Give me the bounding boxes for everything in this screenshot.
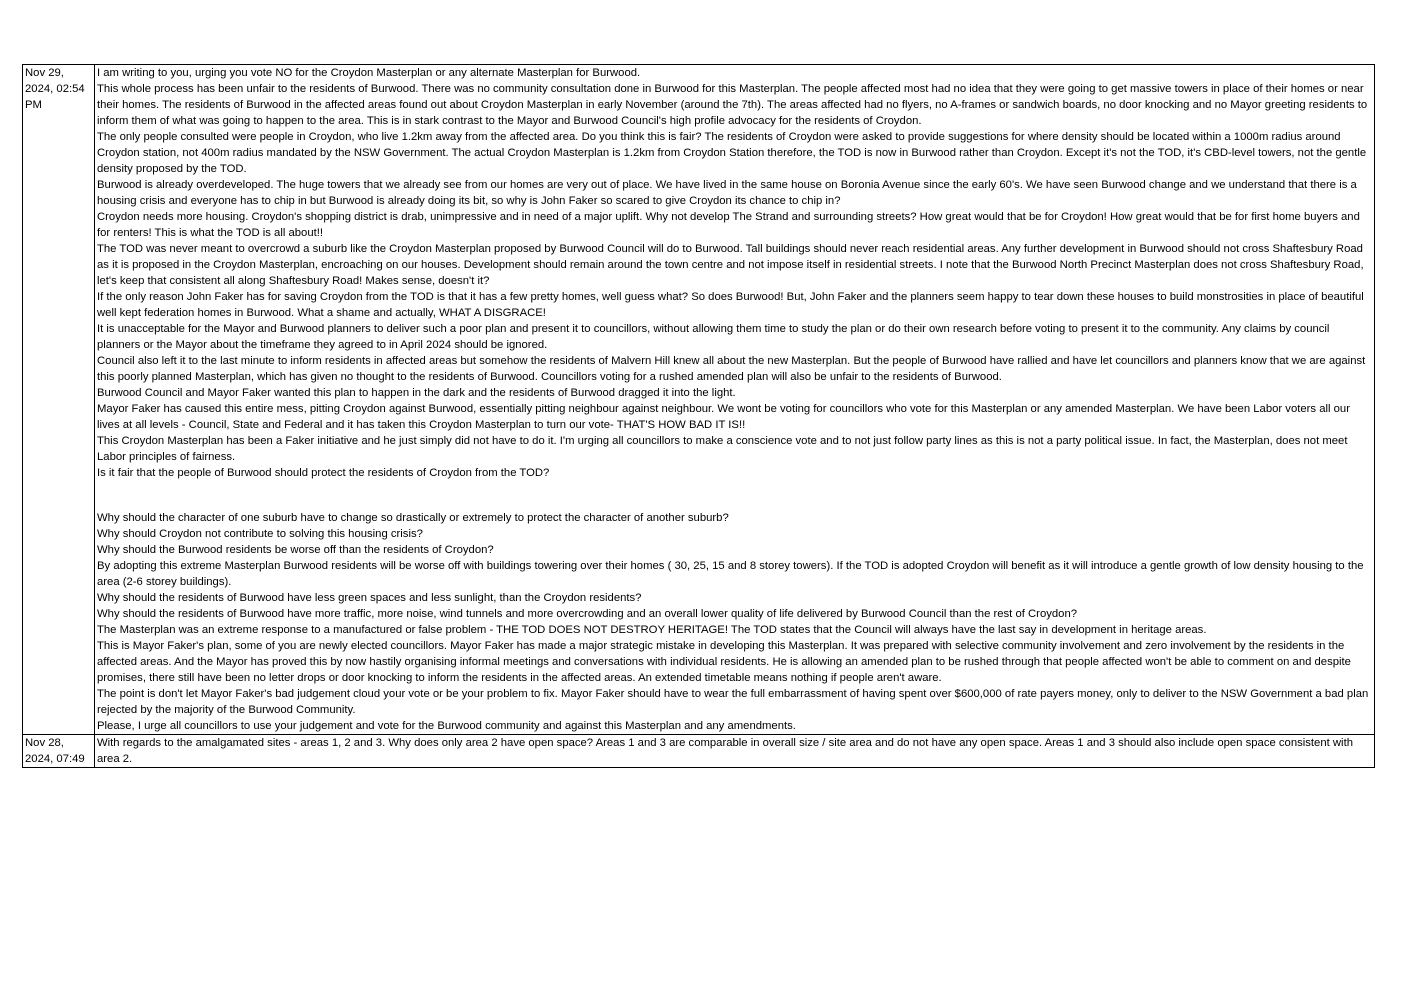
submissions-table	[22, 64, 1375, 768]
submission-paragraph: The point is don't let Mayor Faker's bad judgement cloud your vote or be your problem to fix. Mayor Faker should have to wear the full embarrassment of having spent over $600,000 of rate payers money, only to deliver to the NSW Government a bad plan rejected by the majority of the Burwood Community.	[97, 688, 1369, 716]
submission-paragraph: This Croydon Masterplan has been a Faker initiative and he just simply did not have to do it. I'm urging all councillors to make a conscience vote and to not just follow party lines as this is not a party political issue. In fact, the Masterplan, does not meet Labor principles of fairness.	[97, 435, 1348, 463]
submission-paragraph: The only people consulted were people in Croydon, who live 1.2km away from the affected area. Do you think this is fair? The residents of Croydon were asked to provide suggestions for where density should be located within a 1000m radius around Croydon station, not 400m radius mandated by the NSW Government. The actual Croydon Masterplan is 1.2km from Croydon Station therefore, the TOD is now in Burwood rather than Croydon. Except it's not the TOD, it's CBD-level towers, not the gentle density proposed by the TOD.	[97, 131, 1367, 175]
submission-paragraph: It is unacceptable for the Mayor and Burwood planners to deliver such a poor plan and present it to councillors, without allowing them time to study the plan or do their own research before voting to present it to the community. Any claims by council planners or the Mayor about the timeframe they agreed to in April 2024 should be ignored.	[97, 323, 1330, 351]
submission-paragraph: Croydon needs more housing. Croydon's shopping district is drab, unimpressive and in need of a major uplift. Why not develop The Strand and surrounding streets? How great would that be for Croydon! How great would that be for first home buyers and for renters! This is what the TOD is all about!!	[97, 211, 1360, 239]
submission-paragraph: Burwood Council and Mayor Faker wanted this plan to happen in the dark and the residents of Burwood dragged it into the light.	[97, 387, 736, 399]
submission-row	[23, 65, 1375, 735]
submission-paragraph: This is Mayor Faker's plan, some of you are newly elected councillors. Mayor Faker has made a major strategic mistake in developing this Masterplan. It was prepared with selective community involvement and zero involvement by the residents in the affected areas. And the Mayor has proved this by now hastily organising informal meetings and conversations with individual residents. He is allowing an amended plan to be rushed through that people affected won't be able to comment on and despite promises, there still have been no letter drops or door knocking to inform the residents in the affected areas. An extended timetable means nothing if people aren't aware.	[97, 640, 1351, 684]
submission-paragraph: The TOD was never meant to overcrowd a suburb like the Croydon Masterplan proposed by Burwood Council will do to Burwood. Tall buildings should never reach residential areas. Any further development in Burwood should not cross Shaftesbury Road as it is proposed in the Croydon Masterplan, encroaching on our houses. Development should remain around the town centre and not impose itself in residential streets. I note that the Burwood North Precinct Masterplan does not cross Shaftesbury Road, let's keep that consistent all along Shaftesbury Road! Makes sense, doesn't it?	[97, 243, 1364, 287]
submission-paragraph: Why should the residents of Burwood have less green spaces and less sunlight, than the Croydon residents?	[97, 592, 642, 604]
submission-paragraph: With regards to the amalgamated sites - areas 1, 2 and 3. Why does only area 2 have open space? Areas 1 and 3 are comparable in overall size / site area and do not have any open space. Areas 1 and 3 should also include open space consistent with area 2.	[97, 737, 1353, 765]
submission-paragraph: The Masterplan was an extreme response to a manufactured or false problem - THE TOD DOES NOT DESTROY HERITAGE! The TOD states that the Council will always have the last say in development in heritage areas.	[97, 624, 1207, 636]
submission-row	[23, 735, 1375, 768]
submission-paragraph: I am writing to you, urging you vote NO for the Croydon Masterplan or any alternate Masterplan for Burwood.	[97, 67, 641, 79]
submission-date: Nov 28, 2024, 07:49	[23, 735, 95, 768]
submission-paragraph: Why should the residents of Burwood have more traffic, more noise, wind tunnels and more overcrowding and an overall lower quality of life delivered by Burwood Council than the rest of Croydon?	[97, 608, 1078, 620]
submission-paragraph: Mayor Faker has caused this entire mess, pitting Croydon against Burwood, essentially pitting neighbour against neighbour. We wont be voting for councillors who vote for this Masterplan or any amended Masterplan. We have been Labor voters all our lives at all levels - Council, State and Federal and it has taken this Croydon Masterplan to turn our vote- THAT'S HOW BAD IT IS!!	[97, 403, 1350, 431]
paragraph-spacer	[97, 481, 1372, 510]
submission-paragraph: Why should Croydon not contribute to solving this housing crisis?	[97, 528, 423, 540]
submission-text	[95, 65, 1375, 735]
submission-date: Nov 29, 2024, 02:54 PM	[23, 65, 95, 735]
submission-paragraph: Why should the Burwood residents be worse off than the residents of Croydon?	[97, 544, 494, 556]
submission-paragraph: By adopting this extreme Masterplan Burwood residents will be worse off with buildings towering over their homes ( 30, 25, 15 and 8 storey towers). If the TOD is adopted Croydon will benefit as it will introduce a gentle growth of low density housing to the area (2-6 storey buildings).	[97, 560, 1364, 588]
submission-paragraph: Is it fair that the people of Burwood should protect the residents of Croydon from the TOD?	[97, 467, 550, 479]
submission-paragraph: This whole process has been unfair to the residents of Burwood. There was no community consultation done in Burwood for this Masterplan. The people affected most had no idea that they were going to get massive towers in place of their homes or near their homes. The residents of Burwood in the affected areas found out about Croydon Masterplan in early November (around the 7th). The areas affected had no flyers, no A-frames or sandwich boards, no door knocking and no Mayor greeting residents to inform them of what was going to happen to the area. This is in stark contrast to the Mayor and Burwood Council's high profile advocacy for the residents of Croydon.	[97, 83, 1368, 127]
submission-paragraph: Council also left it to the last minute to inform residents in affected areas but somehow the residents of Malvern Hill knew all about the new Masterplan. But the people of Burwood have rallied and have let councillors and planners know that we are against this poorly planned Masterplan, which has given no thought to the residents of Burwood. Councillors voting for a rushed amended plan will also be unfair to the residents of Burwood.	[97, 355, 1366, 383]
submission-paragraph: If the only reason John Faker has for saving Croydon from the TOD is that it has a few pretty homes, well guess what? So does Burwood! But, John Faker and the planners seem happy to tear down these houses to build monstrosities in place of beautiful well kept federation homes in Burwood. What a shame and actually, WHAT A DISGRACE!	[97, 291, 1364, 319]
submission-paragraph: Burwood is already overdeveloped. The huge towers that we already see from our homes are very out of place. We have lived in the same house on Boronia Avenue since the early 60's. We have seen Burwood change and we understand that there is a housing crisis and everyone has to chip in but Burwood is already doing its bit, so why is John Faker so scared to give Croydon its chance to chip in?	[97, 179, 1357, 207]
submissions-body	[23, 65, 1375, 768]
submission-paragraph: Why should the character of one suburb have to change so drastically or extremely to protect the character of another suburb?	[97, 512, 729, 524]
submission-paragraph: Please, I urge all councillors to use your judgement and vote for the Burwood community and against this Masterplan and any amendments.	[97, 720, 796, 732]
submission-text	[95, 735, 1375, 768]
